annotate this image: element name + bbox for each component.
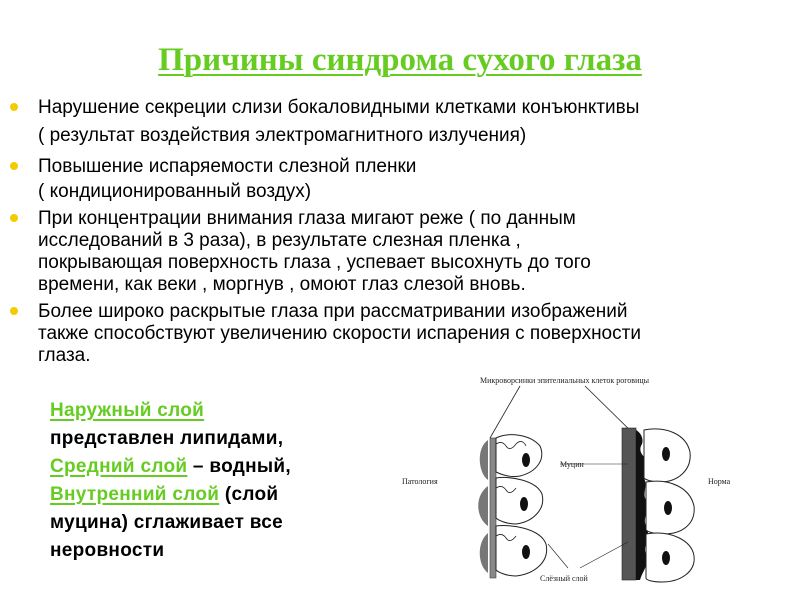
middle-layer-term: Средний слой bbox=[50, 456, 188, 477]
bullet-text: также способствуют увеличению скорости испарения с поверхности bbox=[38, 323, 641, 344]
diagram-mucin-label: Муцин bbox=[560, 460, 584, 469]
bullet-text: Более широко раскрытые глаза при рассматривании изображений bbox=[38, 301, 628, 322]
diagram-left-label: Патология bbox=[402, 477, 438, 486]
diagram-bottom-label: Слёзный слой bbox=[540, 574, 588, 583]
bullet-dot bbox=[10, 103, 18, 111]
note-line: представлен липидами, bbox=[50, 428, 284, 449]
bullet-text: Повышение испаряемости слезной пленки bbox=[38, 156, 417, 177]
bullet-text: исследований в 3 раза), в результате слезная пленка , bbox=[38, 230, 521, 251]
bullet-dot bbox=[10, 214, 18, 222]
note-line: неровности bbox=[50, 540, 165, 561]
note-line: – водный, bbox=[187, 456, 291, 477]
slide-title bbox=[0, 40, 800, 80]
bullet-text: времени, как веки , моргнув , омоют глаз слезой вновь. bbox=[38, 274, 526, 295]
slide-title-text: Причины синдрома сухого глаза bbox=[158, 42, 642, 78]
note-line: муцина) сглаживает все bbox=[50, 512, 284, 533]
diagram-right-label: Норма bbox=[708, 477, 731, 486]
inner-layer-term: Внутренний слой bbox=[50, 484, 220, 505]
bullet-text: глаза. bbox=[38, 345, 91, 366]
bullet-continuation: ( кондиционированный воздух) bbox=[38, 181, 312, 202]
outer-layer-term: Наружный слой bbox=[50, 400, 205, 421]
bullet-text: покрывающая поверхность глаза , успевает высохнуть до того bbox=[38, 252, 591, 273]
bullet-continuation: ( результат воздействия электромагнитного излучения) bbox=[38, 125, 527, 146]
bullet-dot bbox=[10, 307, 18, 315]
bullet-text: При концентрации внимания глаза мигают реже ( по данным bbox=[38, 208, 576, 229]
bullet-dot bbox=[10, 162, 18, 170]
bullet-text: Нарушение секреции слизи бокаловидными клетками конъюнктивы bbox=[38, 97, 640, 118]
tear-film-layers-note bbox=[50, 397, 291, 565]
diagram-top-label: Микроворсинки эпителиальных клеток роговицы bbox=[480, 376, 650, 385]
note-line: (слой bbox=[219, 484, 279, 505]
